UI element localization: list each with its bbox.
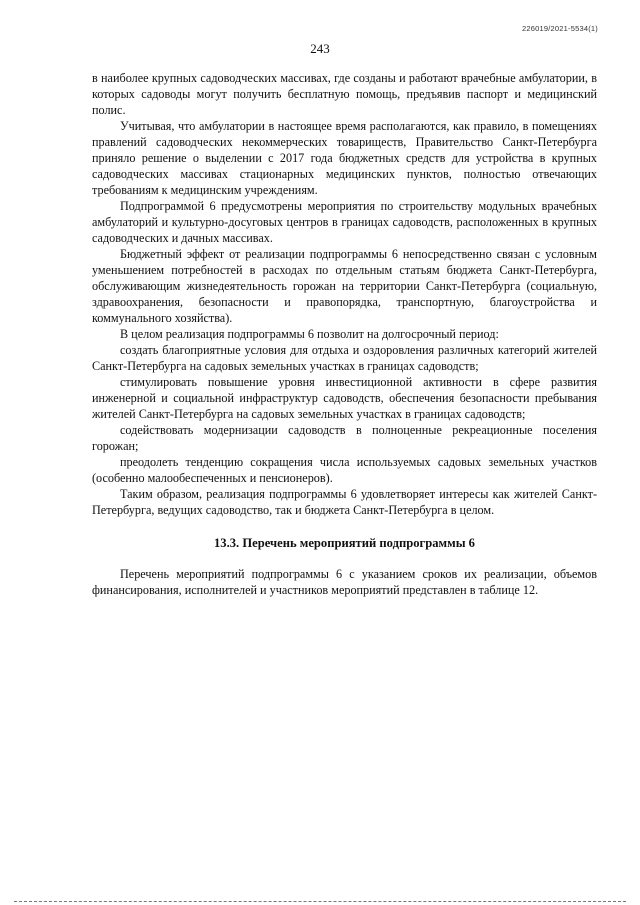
list-item: создать благоприятные условия для отдыха и оздоровления различных категорий жителей Санкт-Петербурга на садовых земельных участках в границах садоводств; [92,343,597,373]
paragraph: Таким образом, реализация подпрограммы 6 удовлетворяет интересы как жителей Санкт-Петербурга, ведущих садоводство, так и бюджета Санкт-Петербурга в целом. [92,487,597,517]
page-number: 243 [310,41,330,56]
paragraph: В целом реализация подпрограммы 6 позволит на долгосрочный период: [120,327,499,341]
list-item: содействовать модернизации садоводств в полноценные рекреационные поселения горожан; [92,423,597,453]
paragraph: Учитывая, что амбулатории в настоящее время располагаются, как правило, в помещениях правлений садоводческих некоммерческих товариществ, Правительство Санкт-Петербурга приняло решение о выделении с 2017 года бюджетных средств для устройства в крупных садоводческих массивах стационарных медицинских пунктов, полностью отвечающих требованиям к медицинским учреждениям. [92,119,597,197]
paragraph: в наиболее крупных садоводческих массивах, где созданы и работают врачебные амбулатории, в которых садоводы могут получить бесплатную помощь, предъявив паспорт и медицинский полис. [92,71,597,117]
paragraph: Перечень мероприятий подпрограммы 6 с указанием сроков их реализации, объемов финансирования, исполнителей и участников мероприятий представлен в таблице 12. [92,567,597,597]
list-item: преодолеть тенденцию сокращения числа используемых садовых земельных участков (особенно малообеспеченных и пенсионеров). [92,455,597,485]
paragraph: Бюджетный эффект от реализации подпрограммы 6 непосредственно связан с условным уменьшением потребностей в расходах по отдельным статьям бюджета Санкт-Петербурга, обслуживающим жизнедеятельность горожан на территории Санкт-Петербурга (социальную, здравоохранения, безопасности и правопорядка, транспортную, благоустройства и коммунального хозяйства). [92,247,597,325]
section-heading: 13.3. Перечень мероприятий подпрограммы 6 [214,536,475,550]
list-item: стимулировать повышение уровня инвестиционной активности в сфере развития инженерной и социальной инфраструктур садоводств, обеспечения безопасности пребывания жителей Санкт-Петербурга на садовых земельных участках в границах садоводств; [92,375,597,421]
document-body [92,70,597,598]
document-id-stamp: 226019/2021-5534(1) [522,24,598,33]
page-bottom-edge [14,901,626,902]
paragraph: Подпрограммой 6 предусмотрены мероприятия по строительству модульных врачебных амбулаторий и культурно-досуговых центров в границах садоводств, расположенных в крупных садоводческих и дачных массивах. [92,199,597,245]
